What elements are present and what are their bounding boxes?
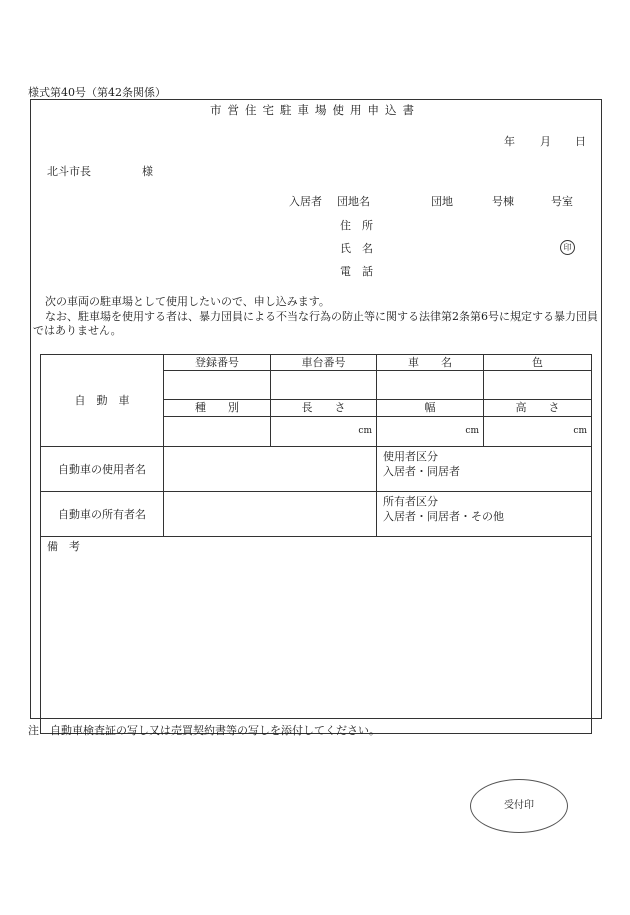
addressee-name: 北斗市長 bbox=[47, 165, 91, 178]
complex-label: 団地 bbox=[431, 195, 453, 208]
owner-category-cell[interactable] bbox=[377, 492, 592, 536]
user-category-label: 使用者区分 bbox=[383, 449, 438, 463]
resident-label: 入居者 bbox=[289, 195, 322, 208]
height-field[interactable]: cm bbox=[484, 416, 592, 446]
remarks-label: 備 考 bbox=[47, 539, 80, 553]
vehicle-user-label: 自動車の使用者名 bbox=[41, 446, 164, 491]
owner-category-label: 所有者区分 bbox=[383, 495, 438, 509]
vehicle-owner-row bbox=[41, 492, 592, 536]
registration-number-field[interactable] bbox=[164, 371, 271, 400]
name-label: 氏 名 bbox=[340, 242, 373, 255]
room-label: 号室 bbox=[551, 195, 573, 208]
vehicle-table bbox=[40, 354, 592, 734]
complex-name-label: 団地名 bbox=[337, 195, 370, 208]
header-height: 高 さ bbox=[484, 400, 592, 416]
date-day: 日 bbox=[575, 135, 586, 148]
vehicle-label: 自 動 車 bbox=[41, 355, 164, 447]
header-chassis-number: 車台番号 bbox=[271, 355, 377, 371]
owner-category-options: 入居者・同居者・その他 bbox=[383, 510, 504, 524]
vehicle-user-name-field[interactable] bbox=[164, 446, 377, 491]
header-length: 長 さ bbox=[271, 400, 377, 416]
building-label: 号棟 bbox=[492, 195, 514, 208]
addressee-honorific: 様 bbox=[142, 165, 153, 178]
reception-stamp bbox=[470, 779, 568, 833]
header-car-name: 車 名 bbox=[377, 355, 484, 371]
vehicle-owner-name-field[interactable] bbox=[164, 492, 377, 536]
statement-line-2: なお、駐車場を使用する者は、暴力団員による不当な行為の防止等に関する法律第2条第6号に規定する暴力団員ではありません。 bbox=[33, 310, 598, 337]
color-field[interactable] bbox=[484, 371, 592, 400]
header-color: 色 bbox=[484, 355, 592, 371]
header-type: 種 別 bbox=[164, 400, 271, 416]
width-field[interactable]: cm bbox=[377, 416, 484, 446]
vehicle-user-row bbox=[41, 446, 592, 491]
user-category-cell[interactable] bbox=[377, 446, 592, 491]
reception-stamp-label: 受付印 bbox=[504, 800, 534, 811]
date-month: 月 bbox=[540, 135, 551, 148]
address-label: 住 所 bbox=[340, 219, 373, 232]
vehicle-header-row-1 bbox=[41, 355, 592, 371]
remarks-row bbox=[41, 536, 592, 733]
length-field[interactable]: cm bbox=[271, 416, 377, 446]
phone-label: 電 話 bbox=[340, 265, 373, 278]
chassis-number-field[interactable] bbox=[271, 371, 377, 400]
date-year: 年 bbox=[504, 135, 515, 148]
seal-mark: 印 bbox=[560, 240, 575, 255]
type-field[interactable] bbox=[164, 416, 271, 446]
vehicle-owner-label: 自動車の所有者名 bbox=[41, 492, 164, 536]
form-title: 市営住宅駐車場使用申込書 bbox=[210, 103, 420, 117]
user-category-options: 入居者・同居者 bbox=[383, 464, 460, 478]
attachment-note: 注 自動車検査証の写し又は売買契約書等の写しを添付してください。 bbox=[28, 724, 380, 737]
form-number: 様式第40号（第42条関係） bbox=[28, 86, 166, 99]
header-width: 幅 bbox=[377, 400, 484, 416]
header-registration-number: 登録番号 bbox=[164, 355, 271, 371]
remarks-field[interactable] bbox=[41, 536, 592, 733]
car-name-field[interactable] bbox=[377, 371, 484, 400]
statement-line-1: 次の車両の駐車場として使用したいので、申し込みます。 bbox=[45, 295, 330, 308]
